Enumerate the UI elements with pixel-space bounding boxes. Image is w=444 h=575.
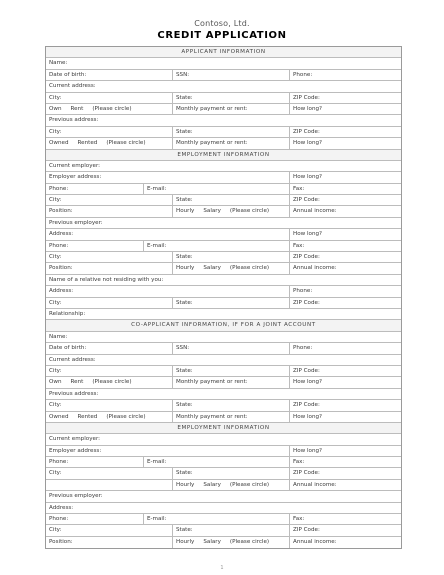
dob-field[interactable]	[46, 70, 172, 80]
field-label: How long?	[293, 231, 323, 238]
field-label: How long?	[293, 105, 323, 112]
field-label: Current employer:	[49, 436, 101, 443]
credit-application-form	[45, 46, 402, 549]
field-label: State:	[176, 197, 193, 204]
instruction-label: (Please circle)	[106, 413, 146, 420]
field-label: ZIP Code:	[293, 254, 320, 261]
hourly-salary-choice[interactable]	[172, 206, 289, 216]
form-row-prev-position	[46, 263, 401, 274]
form-row-co-current-address	[46, 355, 401, 366]
instruction-label: (Please circle)	[229, 208, 270, 215]
field-label: Name:	[49, 60, 68, 67]
previous-address-field[interactable]	[46, 389, 403, 399]
email-field[interactable]	[143, 241, 289, 251]
field-label: How long?	[293, 413, 323, 420]
field-label: State:	[176, 94, 193, 101]
form-row-prev-emp-address	[46, 229, 401, 240]
field-label: E-mail:	[147, 516, 167, 523]
choice-hourly[interactable]: Hourly	[176, 208, 195, 215]
city-field[interactable]	[46, 127, 172, 137]
hourly-salary-choice[interactable]	[172, 537, 289, 548]
choice-rented[interactable]: Rented	[77, 413, 98, 420]
form-row-co-owned-rented	[46, 412, 401, 423]
city-field[interactable]	[46, 400, 172, 410]
choice-hourly[interactable]: Hourly	[176, 481, 195, 488]
form-row-employer-address	[46, 172, 401, 183]
field-label: Fax:	[293, 459, 305, 466]
state-field[interactable]	[172, 468, 289, 478]
how-long-field[interactable]	[289, 104, 403, 114]
form-row-co-own-rent	[46, 377, 401, 388]
field-label: How long?	[293, 447, 323, 454]
field-label: Phone:	[293, 288, 313, 295]
phone-field[interactable]	[289, 286, 403, 296]
company-name: Contoso, Ltd.	[194, 19, 250, 28]
zip-field[interactable]	[289, 468, 403, 478]
field-label: Address:	[49, 288, 74, 295]
field-label: Previous address:	[49, 117, 99, 124]
form-row-co-prev-city	[46, 525, 401, 536]
zip-field[interactable]	[289, 93, 403, 103]
instruction-label: (Please circle)	[92, 105, 132, 112]
own-rent-choice[interactable]	[46, 104, 172, 114]
current-employer-field[interactable]	[46, 434, 403, 444]
own-rent-choice[interactable]	[46, 377, 172, 387]
field-label: Phone:	[49, 459, 69, 466]
city-field[interactable]	[46, 525, 172, 535]
fax-field[interactable]	[289, 514, 403, 524]
field-label: Previous employer:	[49, 219, 103, 226]
instruction-label: (Please circle)	[92, 379, 132, 386]
state-field[interactable]	[172, 525, 289, 535]
field-label: City:	[49, 470, 62, 477]
form-row-co-phone-email	[46, 457, 401, 468]
field-label: City:	[49, 197, 62, 204]
form-row-city	[46, 93, 401, 104]
position-field[interactable]	[46, 537, 172, 548]
field-label: Current address:	[49, 356, 96, 363]
field-label: SSN:	[176, 345, 190, 352]
field-label: Address:	[49, 231, 74, 238]
phone-field[interactable]	[289, 343, 403, 353]
form-row-co-dob	[46, 343, 401, 354]
phone-field[interactable]	[46, 184, 143, 194]
email-field[interactable]	[143, 184, 289, 194]
field-label: State:	[176, 402, 193, 409]
how-long-field[interactable]	[289, 377, 403, 387]
zip-field[interactable]	[289, 127, 403, 137]
state-field[interactable]	[172, 252, 289, 262]
form-row-co-emp-city	[46, 468, 401, 479]
form-row-prev-phone-email	[46, 241, 401, 252]
field-label: City:	[49, 402, 62, 409]
instruction-label: (Please circle)	[229, 265, 270, 272]
section-header-applicant: APPLICANT INFORMATION	[46, 47, 401, 58]
field-label: Date of birth:	[49, 71, 87, 78]
field-label: Monthly payment or rent:	[176, 379, 248, 386]
choice-rent[interactable]: Rent	[70, 379, 84, 386]
hourly-salary-choice[interactable]	[172, 480, 289, 490]
choice-owned[interactable]: Owned	[49, 140, 69, 147]
field-label: ZIP Code:	[293, 367, 320, 374]
choice-rent[interactable]: Rent	[70, 105, 84, 112]
form-row-current-address	[46, 81, 401, 92]
field-label: Monthly payment or rent:	[176, 413, 248, 420]
form-row-co-previous-employer	[46, 491, 401, 502]
choice-own[interactable]: Own	[49, 105, 62, 112]
city-field[interactable]	[46, 366, 172, 376]
field-label: Previous address:	[49, 390, 99, 397]
zip-field[interactable]	[289, 298, 403, 308]
how-long-field[interactable]	[289, 138, 403, 148]
city-field[interactable]	[46, 195, 172, 205]
annual-income-field[interactable]	[289, 263, 403, 273]
form-row-position	[46, 206, 401, 217]
form-row-co-prev-address	[46, 503, 401, 514]
field-label: ZIP Code:	[293, 299, 320, 306]
form-row-co-prev-city	[46, 400, 401, 411]
field-label: Annual income:	[293, 538, 337, 545]
ssn-field[interactable]	[172, 343, 289, 353]
form-row-relative	[46, 275, 401, 286]
zip-field[interactable]	[289, 366, 403, 376]
form-row-co-name	[46, 332, 401, 343]
annual-income-field[interactable]	[289, 537, 403, 548]
position-field[interactable]	[46, 263, 172, 273]
field-label: ZIP Code:	[293, 197, 320, 204]
state-field[interactable]	[172, 298, 289, 308]
form-row-emp-city	[46, 195, 401, 206]
field-label: Monthly payment or rent:	[176, 105, 248, 112]
how-long-field[interactable]	[289, 446, 403, 456]
field-label: City:	[49, 299, 62, 306]
previous-employer-field[interactable]	[46, 218, 403, 228]
field-label: City:	[49, 94, 62, 101]
annual-income-field[interactable]	[289, 480, 403, 490]
form-row-relationship	[46, 309, 401, 320]
name-field[interactable]	[46, 58, 403, 68]
form-row-prev-emp-city	[46, 252, 401, 263]
zip-field[interactable]	[289, 525, 403, 535]
field-label: Employer address:	[49, 174, 102, 181]
form-row-prev-city	[46, 127, 401, 138]
relative-name-field[interactable]	[46, 275, 403, 285]
field-label: Fax:	[293, 242, 305, 249]
field-label: Name:	[49, 333, 68, 340]
instruction-label: (Please circle)	[229, 481, 270, 488]
how-long-field[interactable]	[289, 172, 403, 182]
page-number: 1	[220, 565, 224, 571]
choice-salary[interactable]: Salary	[203, 265, 221, 272]
current-employer-field[interactable]	[46, 161, 403, 171]
state-field[interactable]	[172, 195, 289, 205]
document-title: CREDIT APPLICATION	[157, 30, 287, 41]
field-label: Position:	[49, 265, 73, 272]
form-row-co-prev-phone-email	[46, 514, 401, 525]
field-label: Relationship:	[49, 310, 86, 317]
relationship-field[interactable]	[46, 309, 403, 319]
field-label: State:	[176, 254, 193, 261]
choice-salary[interactable]: Salary	[203, 481, 221, 488]
field-label: State:	[176, 128, 193, 135]
field-label: City:	[49, 367, 62, 374]
city-field[interactable]	[46, 252, 172, 262]
how-long-field[interactable]	[289, 229, 403, 239]
form-row-phone-email	[46, 184, 401, 195]
previous-address-field[interactable]	[46, 115, 403, 125]
field-label: City:	[49, 254, 62, 261]
form-row-co-current-employer	[46, 434, 401, 445]
form-row-previous-employer	[46, 218, 401, 229]
field-label: ZIP Code:	[293, 470, 320, 477]
fax-field[interactable]	[289, 457, 403, 467]
dob-field[interactable]	[46, 343, 172, 353]
address-field[interactable]	[46, 229, 289, 239]
field-label: ZIP Code:	[293, 402, 320, 409]
instruction-label: (Please circle)	[106, 140, 146, 147]
field-label: Address:	[49, 504, 74, 511]
field-label: Fax:	[293, 516, 305, 523]
state-field[interactable]	[172, 127, 289, 137]
section-header-coapplicant: CO-APPLICANT INFORMATION, IF FOR A JOINT ACCOUNT	[46, 320, 401, 331]
field-label: Annual income:	[293, 481, 337, 488]
previous-employer-field[interactable]	[46, 491, 403, 501]
email-field[interactable]	[143, 457, 289, 467]
state-field[interactable]	[172, 366, 289, 376]
field-label: Phone:	[49, 516, 69, 523]
choice-owned[interactable]: Owned	[49, 413, 69, 420]
field-label: Phone:	[49, 242, 69, 249]
phone-field[interactable]	[46, 457, 143, 467]
state-field[interactable]	[172, 93, 289, 103]
field-label: State:	[176, 367, 193, 374]
instruction-label: (Please circle)	[229, 538, 270, 545]
phone-field[interactable]	[46, 514, 143, 524]
field-label: E-mail:	[147, 242, 167, 249]
field-label: Annual income:	[293, 265, 337, 272]
address-field[interactable]	[46, 286, 289, 296]
address-field[interactable]	[46, 503, 403, 513]
choice-salary[interactable]: Salary	[203, 538, 221, 545]
monthly-payment-field[interactable]	[172, 377, 289, 387]
fax-field[interactable]	[289, 241, 403, 251]
field-label: City:	[49, 128, 62, 135]
city-field[interactable]	[46, 468, 172, 478]
state-field[interactable]	[172, 400, 289, 410]
field-label: ZIP Code:	[293, 527, 320, 534]
choice-hourly[interactable]: Hourly	[176, 538, 195, 545]
field-label: Position:	[49, 538, 73, 545]
section-header-employment: EMPLOYMENT INFORMATION	[46, 150, 401, 161]
field-label: Date of birth:	[49, 345, 87, 352]
form-row-relative-city	[46, 298, 401, 309]
field-label: SSN:	[176, 71, 190, 78]
position-field[interactable]	[46, 206, 172, 216]
field-label: Fax:	[293, 185, 305, 192]
zip-field[interactable]	[289, 252, 403, 262]
monthly-payment-field[interactable]	[172, 412, 289, 422]
form-row-co-prev-position	[46, 537, 401, 548]
position-field[interactable]	[46, 480, 172, 490]
phone-field[interactable]	[289, 70, 403, 80]
zip-field[interactable]	[289, 195, 403, 205]
current-address-field[interactable]	[46, 81, 403, 91]
field-label: State:	[176, 299, 193, 306]
choice-rented[interactable]: Rented	[77, 140, 98, 147]
field-label: Name of a relative not residing with you:	[49, 276, 164, 283]
field-label: Position:	[49, 208, 73, 215]
section-header-co-employment: EMPLOYMENT INFORMATION	[46, 423, 401, 434]
form-row-owned-rented	[46, 138, 401, 149]
name-field[interactable]	[46, 332, 403, 342]
form-row-co-employer-address	[46, 446, 401, 457]
form-row-co-city	[46, 366, 401, 377]
field-label: Current address:	[49, 83, 96, 90]
current-address-field[interactable]	[46, 355, 403, 365]
phone-field[interactable]	[46, 241, 143, 251]
field-label: How long?	[293, 140, 323, 147]
form-row-previous-address	[46, 115, 401, 126]
form-row-co-previous-address	[46, 389, 401, 400]
employer-address-field[interactable]	[46, 446, 289, 456]
field-label: State:	[176, 527, 193, 534]
email-field[interactable]	[143, 514, 289, 524]
owned-rented-choice[interactable]	[46, 138, 172, 148]
form-row-co-position	[46, 480, 401, 491]
ssn-field[interactable]	[172, 70, 289, 80]
field-label: Phone:	[293, 345, 313, 352]
city-field[interactable]	[46, 298, 172, 308]
annual-income-field[interactable]	[289, 206, 403, 216]
form-row-relative-address	[46, 286, 401, 297]
form-row-name	[46, 58, 401, 69]
monthly-payment-field[interactable]	[172, 138, 289, 148]
field-label: Monthly payment or rent:	[176, 140, 248, 147]
field-label: ZIP Code:	[293, 128, 320, 135]
field-label: E-mail:	[147, 185, 167, 192]
field-label: Phone:	[49, 185, 69, 192]
city-field[interactable]	[46, 93, 172, 103]
zip-field[interactable]	[289, 400, 403, 410]
field-label: E-mail:	[147, 459, 167, 466]
field-label: Employer address:	[49, 447, 102, 454]
employer-address-field[interactable]	[46, 172, 289, 182]
field-label: Previous employer:	[49, 493, 103, 500]
field-label: How long?	[293, 379, 323, 386]
field-label: ZIP Code:	[293, 94, 320, 101]
field-label: Phone:	[293, 71, 313, 78]
field-label: City:	[49, 527, 62, 534]
form-row-dob	[46, 70, 401, 81]
how-long-field[interactable]	[289, 412, 403, 422]
field-label: State:	[176, 470, 193, 477]
choice-hourly[interactable]: Hourly	[176, 265, 195, 272]
choice-own[interactable]: Own	[49, 379, 62, 386]
owned-rented-choice[interactable]	[46, 412, 172, 422]
field-label: How long?	[293, 174, 323, 181]
form-row-current-employer	[46, 161, 401, 172]
form-row-own-rent	[46, 104, 401, 115]
choice-salary[interactable]: Salary	[203, 208, 221, 215]
monthly-payment-field[interactable]	[172, 104, 289, 114]
field-label: Annual income:	[293, 208, 337, 215]
field-label: Current employer:	[49, 162, 101, 169]
hourly-salary-choice[interactable]	[172, 263, 289, 273]
fax-field[interactable]	[289, 184, 403, 194]
